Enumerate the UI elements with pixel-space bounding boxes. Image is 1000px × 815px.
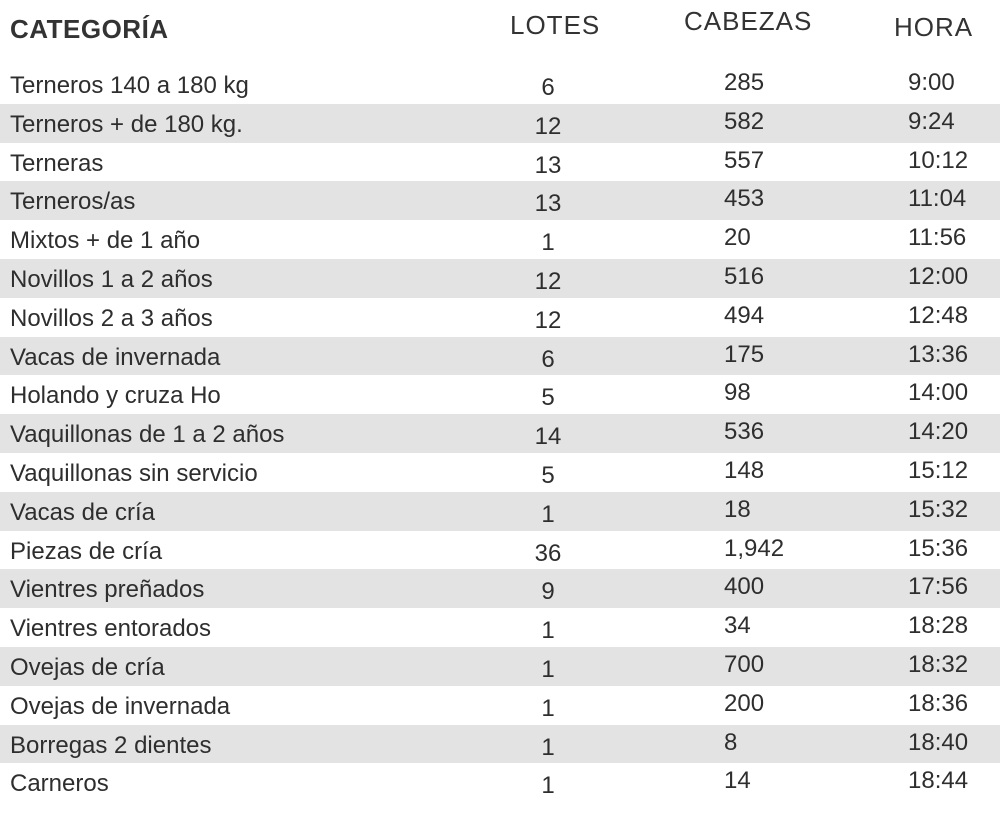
table-row <box>0 453 1000 492</box>
cell-cabezas: 582 <box>724 107 765 135</box>
cell-hora: 18:32 <box>908 650 969 678</box>
table-row <box>0 608 1000 647</box>
cell-cabezas: 20 <box>724 224 751 252</box>
cell-hora: 18:40 <box>908 728 969 756</box>
cell-lotes: 14 <box>534 423 562 451</box>
header-categoria: CATEGORÍA <box>10 14 169 44</box>
cell-hora: 12:00 <box>908 262 969 290</box>
cell-hora: 9:00 <box>908 69 955 96</box>
cell-categoria: Terneros + de 180 kg. <box>10 110 243 138</box>
cell-categoria: Terneras <box>10 149 104 177</box>
cell-cabezas: 175 <box>724 340 765 368</box>
cell-hora: 15:12 <box>908 456 969 484</box>
cell-cabezas: 453 <box>724 185 765 213</box>
table-row <box>0 686 1000 725</box>
table-row <box>0 531 1000 570</box>
table-row <box>0 143 1000 182</box>
cell-lotes: 12 <box>534 267 562 295</box>
cell-cabezas: 200 <box>724 689 765 717</box>
cell-cabezas: 18 <box>724 495 751 523</box>
cell-categoria: Mixtos + de 1 año <box>10 227 201 255</box>
cell-lotes: 1 <box>541 229 555 257</box>
table-row <box>0 337 1000 376</box>
cell-hora: 15:32 <box>908 495 969 523</box>
cell-lotes: 12 <box>534 306 562 334</box>
cell-lotes: 12 <box>534 112 562 140</box>
table-body <box>0 65 1000 802</box>
cell-categoria: Ovejas de invernada <box>10 692 231 720</box>
cell-cabezas: 148 <box>724 456 765 484</box>
cell-hora: 14:00 <box>908 379 969 407</box>
table-row <box>0 492 1000 531</box>
table-header <box>0 0 1000 64</box>
cell-cabezas: 1,942 <box>724 534 785 562</box>
cell-lotes: 1 <box>541 733 555 761</box>
table-row <box>0 298 1000 337</box>
header-cabezas: CABEZAS <box>684 6 813 36</box>
cell-lotes: 1 <box>541 655 555 683</box>
cell-cabezas: 8 <box>724 728 738 756</box>
table-row <box>0 259 1000 298</box>
cell-categoria: Terneros 140 a 180 kg <box>10 72 249 99</box>
cell-hora: 11:56 <box>908 224 967 252</box>
cell-cabezas: 700 <box>724 650 765 678</box>
cell-cabezas: 400 <box>724 573 765 601</box>
cell-hora: 9:24 <box>908 107 955 135</box>
table-row <box>0 414 1000 453</box>
cell-cabezas: 14 <box>724 767 751 795</box>
cell-categoria: Vacas de cría <box>10 498 155 526</box>
cell-lotes: 13 <box>534 190 562 218</box>
cell-lotes: 6 <box>541 74 555 101</box>
cell-lotes: 5 <box>541 384 555 412</box>
cell-categoria: Vaquillonas sin servicio <box>10 459 258 487</box>
cell-categoria: Vientres preñados <box>10 576 205 604</box>
cell-lotes: 13 <box>534 151 562 179</box>
cell-hora: 15:36 <box>908 534 969 562</box>
cell-lotes: 1 <box>541 617 555 645</box>
cell-categoria: Novillos 1 a 2 años <box>10 265 213 293</box>
cell-hora: 13:36 <box>908 340 969 368</box>
cell-lotes: 6 <box>541 345 555 373</box>
cell-categoria: Novillos 2 a 3 años <box>10 304 213 332</box>
table-row <box>0 104 1000 143</box>
cell-categoria: Vientres entorados <box>10 615 212 643</box>
cell-categoria: Carneros <box>10 770 109 798</box>
cell-categoria: Piezas de cría <box>10 537 163 565</box>
cell-categoria: Borregas 2 dientes <box>10 731 212 759</box>
table-row <box>0 647 1000 686</box>
cell-categoria: Holando y cruza Ho <box>10 382 221 410</box>
cell-categoria: Vaquillonas de 1 a 2 años <box>10 421 285 449</box>
cell-categoria: Ovejas de cría <box>10 653 165 681</box>
cell-lotes: 1 <box>541 772 555 800</box>
cell-hora: 14:20 <box>908 418 969 446</box>
cell-hora: 12:48 <box>908 301 969 329</box>
table-row <box>0 375 1000 414</box>
table-row <box>0 65 1000 104</box>
cell-hora: 18:36 <box>908 689 969 717</box>
cell-cabezas: 557 <box>724 146 765 174</box>
cell-lotes: 1 <box>541 500 555 528</box>
header-lotes: LOTES <box>510 10 601 40</box>
table-row <box>0 569 1000 608</box>
table-row <box>0 181 1000 220</box>
cell-cabezas: 34 <box>724 612 751 640</box>
cell-lotes: 5 <box>541 461 555 489</box>
cell-cabezas: 494 <box>724 301 765 329</box>
cell-lotes: 1 <box>541 694 555 722</box>
cell-categoria: Vacas de invernada <box>10 343 221 371</box>
cell-hora: 18:28 <box>908 612 969 640</box>
cell-hora: 10:12 <box>908 146 969 174</box>
header-hora: HORA <box>894 12 974 42</box>
cell-hora: 11:04 <box>908 185 967 213</box>
cell-cabezas: 536 <box>724 418 765 446</box>
table-row <box>0 763 1000 802</box>
cell-lotes: 9 <box>541 578 555 606</box>
cell-cabezas: 98 <box>724 379 751 407</box>
table-row <box>0 220 1000 259</box>
table-row <box>0 725 1000 764</box>
cell-lotes: 36 <box>534 539 562 567</box>
cell-cabezas: 516 <box>724 262 765 290</box>
cell-hora: 17:56 <box>908 573 969 601</box>
cell-hora: 18:44 <box>908 767 969 795</box>
cell-categoria: Terneros/as <box>10 188 136 216</box>
cell-cabezas: 285 <box>724 69 765 96</box>
